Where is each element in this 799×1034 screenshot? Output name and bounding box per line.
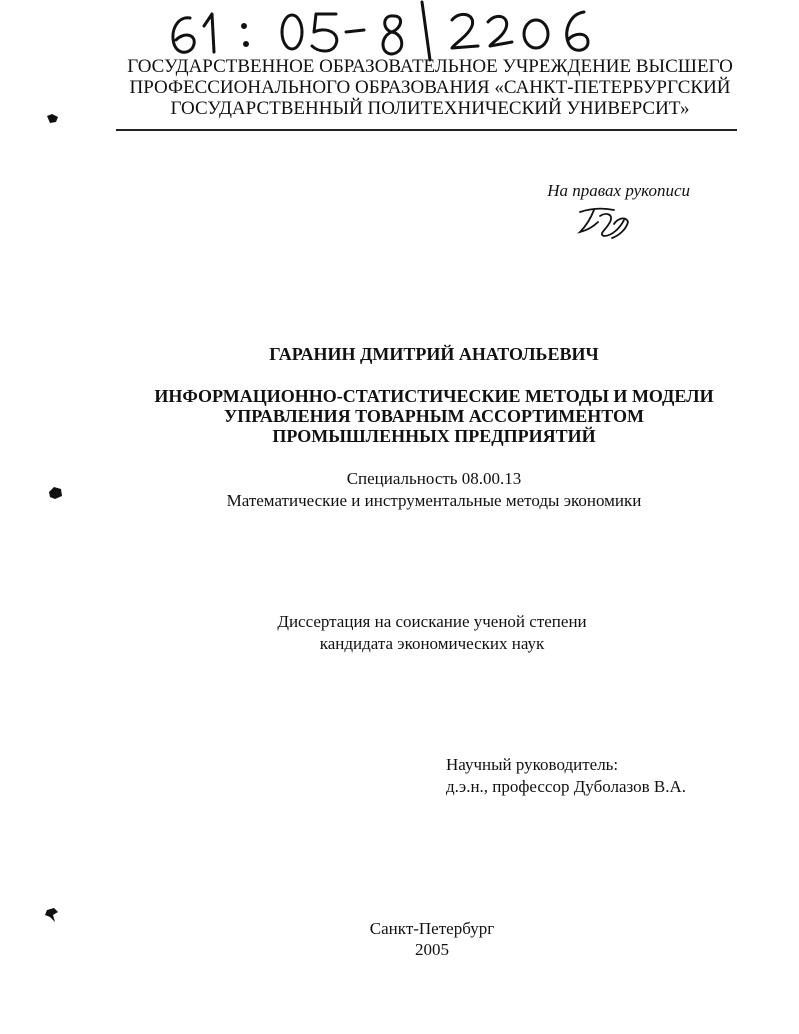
city: Санкт-Петербург: [369, 919, 495, 938]
scan-mark: [46, 112, 60, 124]
specialty: [100, 468, 768, 512]
advisor-label: Научный руководитель:: [446, 755, 619, 774]
year: 2005: [415, 940, 449, 959]
handwritten-code: [160, 0, 660, 62]
scientific-advisor: [446, 754, 766, 798]
place-and-year: [100, 918, 764, 960]
header-line: ПРОФЕССИОНАЛЬНОГО ОБРАЗОВАНИЯ «САНКТ-ПЕТЕРБУРГСКИЙ: [129, 77, 731, 98]
degree-statement: [100, 611, 764, 655]
header-divider: [116, 129, 737, 131]
manuscript-rights: На правах рукописи: [547, 181, 690, 200]
header-line: ГОСУДАРСТВЕННЫЙ ПОЛИТЕХНИЧЕСКИЙ УНИВЕРСИТ»: [170, 98, 690, 119]
title-line: ПРОМЫШЛЕННЫХ ПРЕДПРИЯТИЙ: [272, 426, 596, 446]
scan-mark: [44, 907, 60, 923]
handwritten-code-drawing: [160, 0, 660, 62]
degree-line: Диссертация на соискание ученой степени: [277, 612, 587, 631]
author-name: ГАРАНИН ДМИТРИЙ АНАТОЛЬЕВИЧ: [269, 344, 599, 364]
specialty-name: Математические и инструментальные методы экономики: [226, 491, 642, 510]
advisor-name: д.э.н., профессор Дуболазов В.А.: [446, 777, 687, 796]
institution-header: [110, 56, 750, 119]
degree-line: кандидата экономических наук: [319, 634, 545, 653]
title-line: ИНФОРМАЦИОННО-СТАТИСТИЧЕСКИЕ МЕТОДЫ И МОДЕЛИ: [154, 386, 714, 406]
header-line: ГОСУДАРСТВЕННОЕ ОБРАЗОВАТЕЛЬНОЕ УЧРЕЖДЕНИЕ ВЫСШЕГО: [127, 56, 733, 77]
scan-mark: [47, 486, 63, 500]
signature-image: [574, 200, 634, 240]
dissertation-title: [100, 386, 768, 446]
title-line: УПРАВЛЕНИЯ ТОВАРНЫМ АССОРТИМЕНТОМ: [223, 406, 645, 426]
specialty-code: Специальность 08.00.13: [346, 469, 522, 488]
